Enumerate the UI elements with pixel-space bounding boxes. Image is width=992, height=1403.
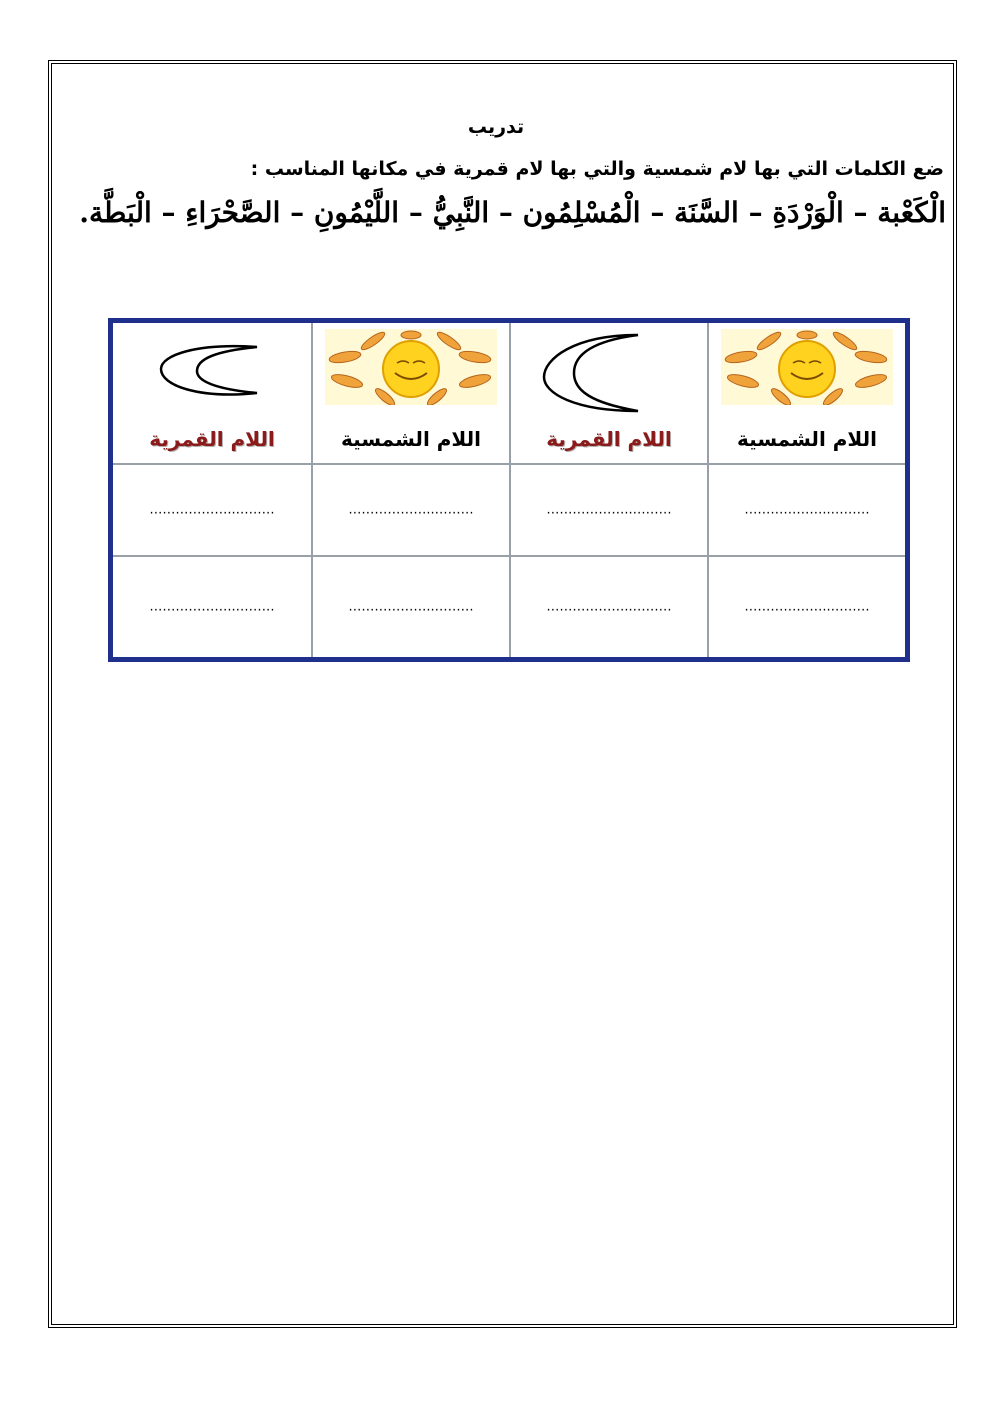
answer-blank: ………………..……… bbox=[546, 599, 672, 615]
header-cell-shamsiya-2 bbox=[311, 323, 509, 465]
exercise-instruction: ضع الكلمات التي بها لام شمسية والتي بها لام قمرية في مكانها المناسب : bbox=[250, 158, 944, 180]
answer-blank: ………………..……… bbox=[149, 502, 275, 518]
header-label-shamsiya: اللام الشمسية bbox=[341, 427, 481, 451]
crescent-moon-icon bbox=[137, 329, 287, 415]
answer-cell[interactable] bbox=[509, 465, 707, 557]
answer-cell[interactable] bbox=[707, 465, 905, 557]
answer-cell[interactable] bbox=[113, 557, 311, 657]
answer-blank: ………………..……… bbox=[348, 502, 474, 518]
classification-table bbox=[108, 318, 910, 662]
header-cell-qamariya-2 bbox=[113, 323, 311, 465]
answer-cell[interactable] bbox=[311, 557, 509, 657]
header-label-qamariya: اللام القمرية bbox=[546, 427, 672, 451]
word-list: الْكَعْبة – الْوَرْدَةِ – السَّنَة – الْمُسْلِمُون – النَّبِيُّ – اللَّيْمُونِ – الصَّحْرَاءِ – الْبَطَّة. bbox=[79, 196, 946, 229]
page-border bbox=[51, 63, 954, 1325]
header-label-qamariya: اللام القمرية bbox=[149, 427, 275, 451]
answer-cell[interactable] bbox=[311, 465, 509, 557]
answer-cell[interactable] bbox=[113, 465, 311, 557]
exercise-title: تدريب bbox=[467, 116, 525, 138]
sun-icon bbox=[325, 329, 497, 405]
answer-blank: ………………..……… bbox=[348, 599, 474, 615]
header-label-shamsiya: اللام الشمسية bbox=[737, 427, 877, 451]
answer-cell[interactable] bbox=[707, 557, 905, 657]
answer-blank: ………………..……… bbox=[744, 502, 870, 518]
answer-blank: ………………..……… bbox=[546, 502, 672, 518]
header-cell-shamsiya-1 bbox=[707, 323, 905, 465]
crescent-moon-icon bbox=[534, 329, 684, 415]
sun-icon bbox=[721, 329, 893, 405]
header-cell-qamariya-1 bbox=[509, 323, 707, 465]
answer-blank: ………………..……… bbox=[149, 599, 275, 615]
answer-blank: ………………..……… bbox=[744, 599, 870, 615]
answer-cell[interactable] bbox=[509, 557, 707, 657]
